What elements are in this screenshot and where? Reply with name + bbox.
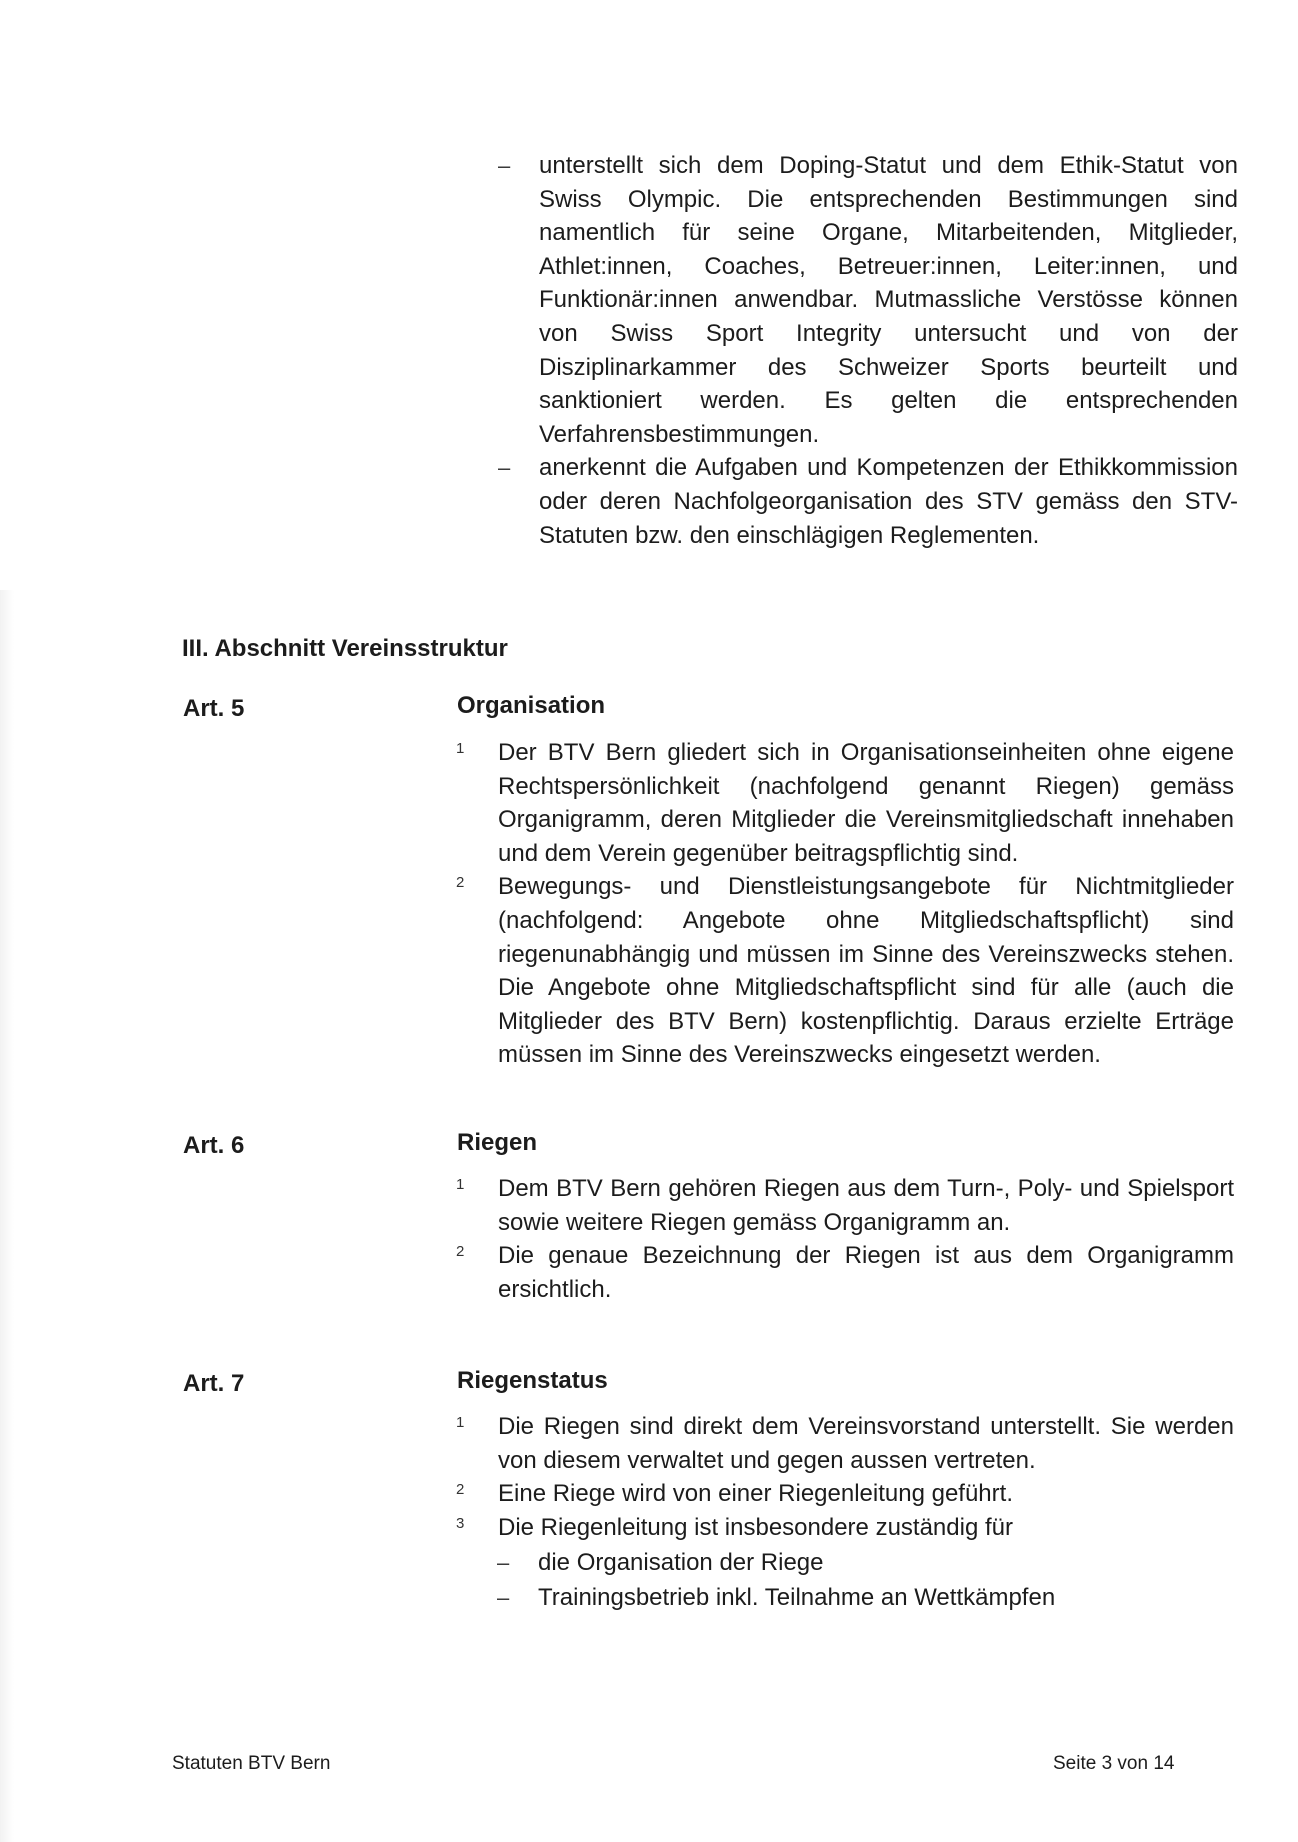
paragraph-text: Die Riegen sind direkt dem Vereinsvorstand unterstellt. Sie werden von diesem verwaltet und gegen aussen vertreten.	[498, 1413, 1234, 1474]
article-number: Art. 5	[183, 695, 245, 722]
paragraph-number: 1	[456, 1176, 465, 1193]
footer-page-number: Seite 3 von 14	[1053, 1753, 1175, 1774]
article-title: Riegenstatus	[457, 1367, 608, 1394]
paragraph-text: Bewegungs- und Dienstleistungsangebote für Nichtmitglieder (nachfolgend: Angebote ohne Mitgliedschaftspflicht) sind riegenunabhängig und müssen im Sinne des Vereinszwecks stehen. Die Angebote ohne Mitgliedschaftspflicht sind für alle (auch die Mitglieder des BTV Bern) kostenpflichtig. Daraus erzielte Erträge müssen im Sinne des Vereinszwecks eingesetzt werden.	[498, 873, 1234, 1069]
paragraph	[456, 736, 1234, 870]
paragraph	[456, 1172, 1234, 1239]
article-paragraphs	[456, 736, 1234, 1072]
article-number: Art. 6	[183, 1132, 245, 1159]
paragraph	[456, 1239, 1234, 1306]
paragraph	[456, 1511, 1234, 1545]
paragraph-number: 1	[456, 740, 465, 757]
list-item	[498, 451, 1238, 552]
paragraph-number: 2	[456, 874, 465, 892]
list-item	[498, 149, 1238, 451]
section-title: III. Abschnitt Vereinsstruktur	[182, 635, 508, 662]
paragraph-number: 2	[456, 1243, 465, 1261]
article-paragraphs	[456, 1410, 1234, 1544]
dash-icon: –	[497, 1550, 510, 1575]
bullet-text: anerkennt die Aufgaben und Kompetenzen der Ethikkommission oder deren Nachfolgeorganisation des STV gemäss den STV-Statuten bzw. den einschlägigen Reglementen.	[539, 454, 1238, 549]
list-item	[497, 1581, 1197, 1615]
bullet-text: die Organisation der Riege	[538, 1549, 824, 1576]
bullet-text: Trainingsbetrieb inkl. Teilnahme an Wettkämpfen	[538, 1584, 1056, 1611]
paragraph-number: 2	[456, 1481, 465, 1499]
article-title: Organisation	[457, 692, 606, 719]
paragraph	[456, 1477, 1234, 1511]
paragraph-number: 1	[456, 1414, 465, 1431]
paragraph	[456, 1410, 1234, 1477]
article-title: Riegen	[457, 1129, 538, 1156]
paragraph-text: Die genaue Bezeichnung der Riegen ist aus dem Organigramm ersichtlich.	[498, 1242, 1234, 1303]
footer-document-title: Statuten BTV Bern	[172, 1753, 331, 1774]
dash-icon: –	[497, 1585, 510, 1610]
article-paragraphs	[456, 1172, 1234, 1306]
scan-edge-shadow	[0, 590, 14, 1842]
paragraph	[456, 870, 1234, 1072]
paragraph-number: 3	[456, 1514, 465, 1532]
dash-icon: –	[498, 153, 511, 178]
paragraph-text: Die Riegenleitung ist insbesondere zuständig für	[498, 1513, 1013, 1541]
paragraph-text: Eine Riege wird von einer Riegenleitung geführt.	[498, 1480, 1013, 1508]
bullet-text: unterstellt sich dem Doping-Statut und dem Ethik-Statut von Swiss Olympic. Die entsprechenden Bestimmungen sind namentlich für seine Organe, Mitarbeitenden, Mitglieder, Athlet:innen, Coaches, Betreuer:innen, Leiter:innen, und Funktionär:innen anwendbar. Mutmassliche Verstösse können von Swiss Sport Integrity untersucht und von der Disziplinarkammer des Schweizer Sports beurteilt und sanktioniert werden. Es gelten die entsprechenden Verfahrensbestimmungen.	[539, 152, 1238, 448]
paragraph-text: Dem BTV Bern gehören Riegen aus dem Turn-, Poly- und Spielsport sowie weitere Riegen gemäss Organigramm an.	[498, 1175, 1234, 1236]
sub-bullet-list	[497, 1546, 1197, 1615]
top-bullet-list	[498, 149, 1238, 552]
dash-icon: –	[498, 455, 511, 481]
list-item	[497, 1546, 1197, 1580]
article-number: Art. 7	[183, 1370, 245, 1397]
paragraph-text: Der BTV Bern gliedert sich in Organisationseinheiten ohne eigene Rechtspersönlichkeit (nachfolgend genannt Riegen) gemäss Organigramm, deren Mitglieder die Vereinsmitgliedschaft innehaben und dem Verein gegenüber beitragspflichtig sind.	[498, 739, 1234, 867]
